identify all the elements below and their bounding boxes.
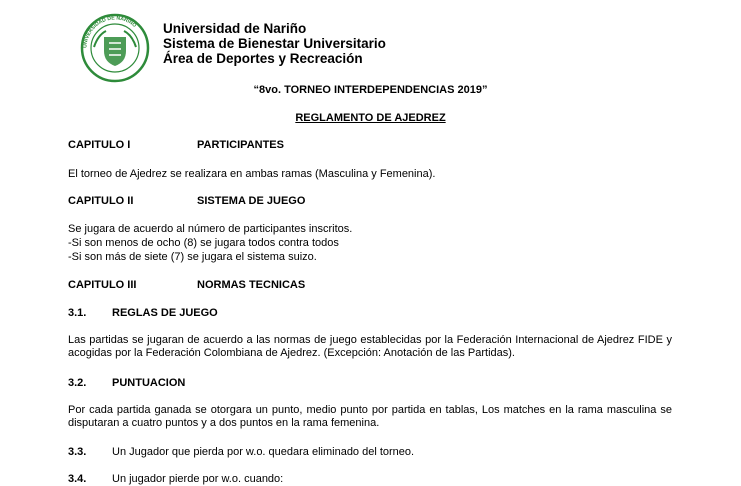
area-name: Área de Deportes y Recreación [163,51,363,66]
tournament-title: “8vo. TORNEO INTERDEPENDENCIAS 2019” [253,84,488,96]
institution-header [163,21,386,66]
section-3-2-text: Por cada partida ganada se otorgara un punto, medio punto por partida en tablas, Los matches en la rama masculina se disputaran a cuatro puntos y a dos puntos en la rama femenina. [68,404,672,429]
seal-text: UNIVERSIDAD DE NARIÑO [82,15,138,49]
chapter-2-line-3: -Si son más de siete (7) se jugara el sistema suizo. [68,251,317,263]
chapter-2-line-2: -Si son menos de ocho (8) se jugara todos contra todos [68,237,339,249]
regulation-title: REGLAMENTO DE AJEDREZ [295,112,446,124]
institution-name: Universidad de Nariño [163,21,307,36]
chapter-3-label: CAPITULO III [68,279,137,291]
university-seal-icon [80,13,150,83]
section-3-1-title: REGLAS DE JUEGO [112,307,218,319]
chapter-1-text: El torneo de Ajedrez se realizara en ambas ramas (Masculina y Femenina). [68,168,436,180]
chapter-3-title: NORMAS TECNICAS [197,279,306,291]
section-3-3-text: Un Jugador que pierda por w.o. quedara eliminado del torneo. [112,446,415,458]
chapter-2-line-1: Se jugara de acuerdo al número de participantes inscritos. [68,223,353,235]
section-3-2-title: PUNTUACION [112,377,186,389]
section-3-1-text: Las partidas se jugaran de acuerdo a las normas de juego establecidas por la Federación Internacional de Ajedrez FIDE y acogidas por la Federación Colombiana de Ajedrez. (Excepción: Anotación de las Partidas). [68,334,672,359]
section-3-3-number: 3.3. [68,446,87,458]
chapter-1-title: PARTICIPANTES [197,139,284,151]
section-3-1-number: 3.1. [68,307,87,319]
chapter-1-heading [68,139,130,152]
section-3-4-text: Un jugador pierde por w.o. cuando: [112,473,284,485]
chapter-2-title: SISTEMA DE JUEGO [197,195,306,207]
system-name: Sistema de Bienestar Universitario [163,36,386,51]
section-3-2-number: 3.2. [68,377,87,389]
section-3-4-number: 3.4. [68,473,87,485]
chapter-1-label: CAPITULO I [68,139,131,151]
chapter-2-label: CAPITULO II [68,195,134,207]
